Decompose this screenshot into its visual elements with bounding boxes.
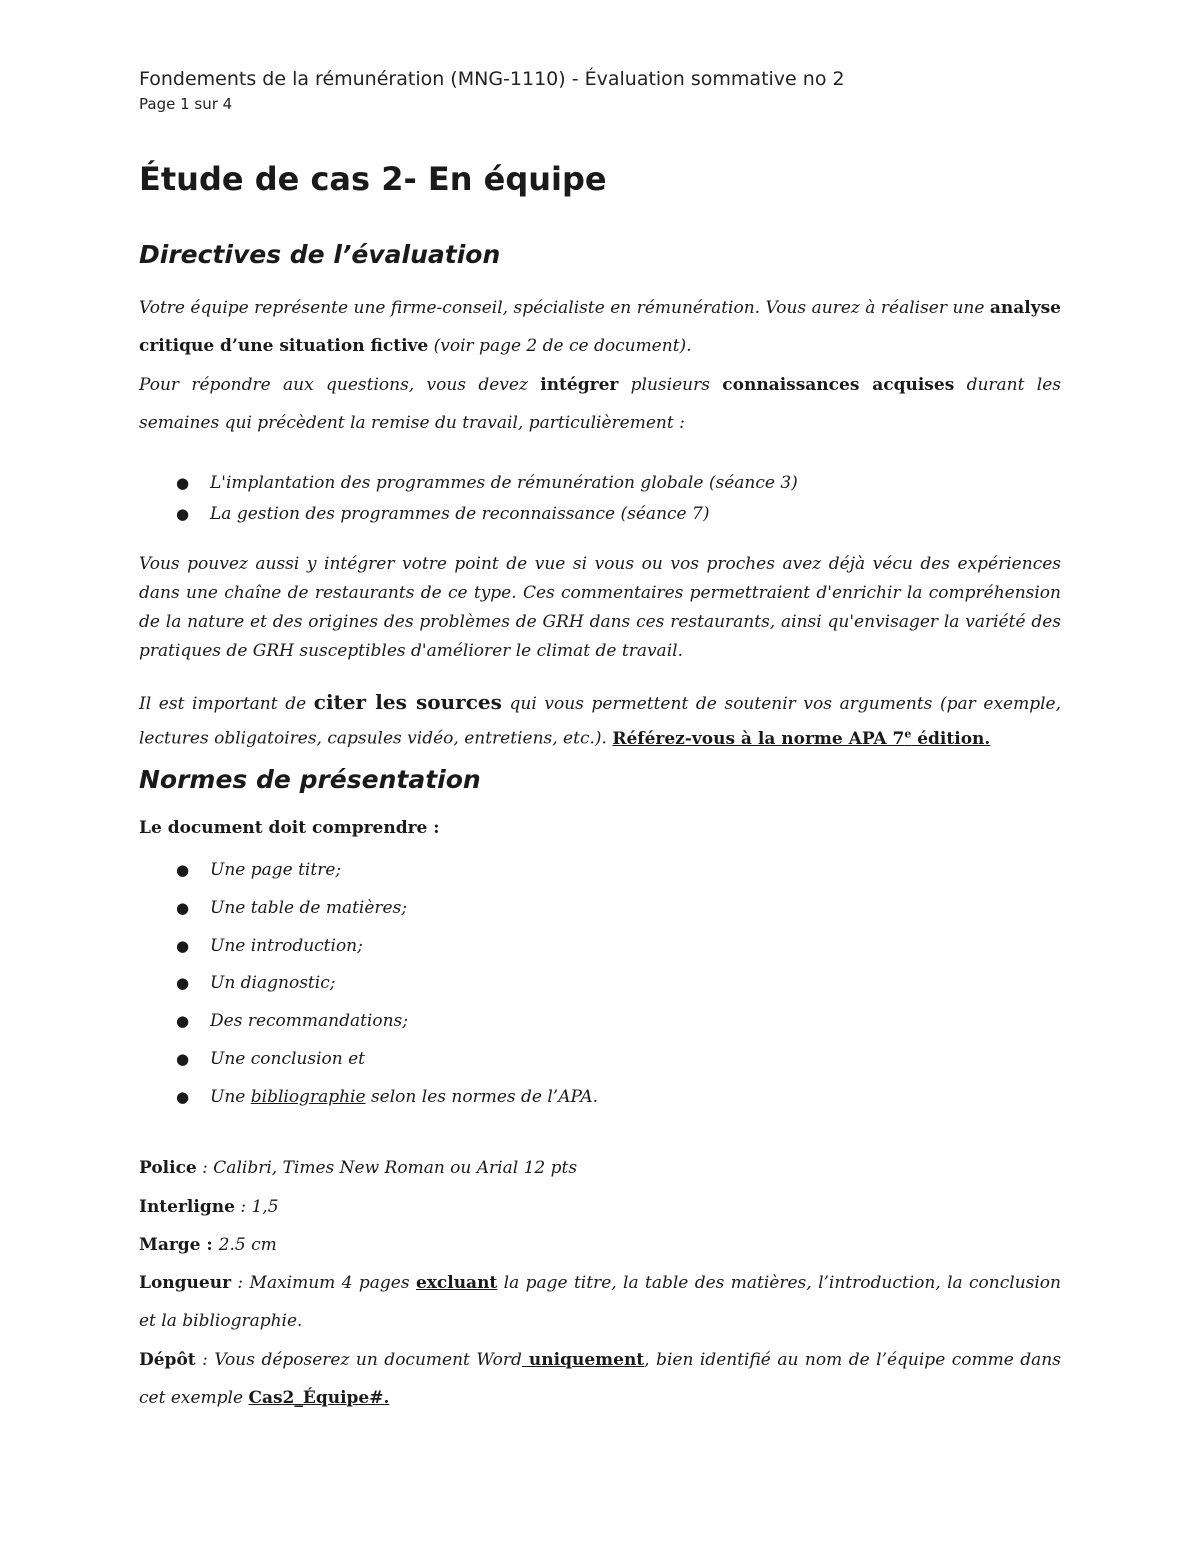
bullet-icon: ●: [176, 861, 190, 879]
seance-list: [139, 468, 798, 530]
longueur-paragraph: Longueur : Maximum 4 pages excluant la page titre, la table des matières, l’introduction, la conclusion et la bibliographie.: [139, 1273, 1061, 1331]
list-item: ● Une introduction;: [139, 928, 598, 966]
bullet-icon: ●: [176, 898, 190, 917]
list-item: ● Une table de matières;: [139, 890, 598, 928]
directives-paragraph-1: Votre équipe représente une firme-conseil, spécialiste en rémunération. Vous aurez à réaliser une analyse critique d’une situation fictive (voir page 2 de ce document).: [139, 298, 1061, 356]
normes-intro: Le document doit comprendre :: [139, 818, 440, 838]
list-item: ● Une conclusion et: [139, 1041, 598, 1079]
list-item: ● Un diagnostic;: [139, 965, 598, 1003]
bullet-icon: ●: [176, 474, 190, 492]
bullet-icon: ●: [176, 505, 190, 523]
directives-heading: Directives de l’évaluation: [139, 240, 501, 269]
page-indicator: Page 1 sur 4: [139, 95, 233, 113]
filename-example: Cas2_Équipe#.: [248, 1388, 390, 1408]
interligne-line: Interligne : 1,5: [139, 1197, 279, 1217]
list-item: ● Une page titre;: [139, 852, 598, 890]
directives-paragraph-3: Vous pouvez aussi y intégrer votre point de vue si vous ou vos proches avez déjà vécu des expériences dans une chaîne de restaurants de ce type. Ces commentaires permettraient d'enrichir la compréhension de la nature et des origines des problèmes de GRH dans ces restaurants, ainsi qu'envisager la variété des pratiques de GRH susceptibles d'améliorer le climat de travail.: [139, 554, 1061, 661]
police-line: Police : Calibri, Times New Roman ou Arial 12 pts: [139, 1158, 578, 1178]
list-item: ● L'implantation des programmes de rémunération globale (séance 3): [139, 468, 798, 499]
bullet-icon: ●: [176, 1049, 190, 1068]
list-item: ● Une bibliographie selon les normes de l’APA.: [139, 1079, 598, 1117]
normes-heading: Normes de présentation: [139, 765, 481, 794]
bullet-icon: ●: [176, 1012, 190, 1031]
document-title: Étude de cas 2- En équipe: [139, 160, 607, 198]
directives-paragraph-2: Pour répondre aux questions, vous devez intégrer plusieurs connaissances acquises durant les semaines qui précèdent la remise du travail, particulièrement :: [139, 375, 1061, 433]
apa-reference-link[interactable]: Référez-vous à la norme APA 7e édition.: [612, 727, 991, 749]
requirements-list: [139, 852, 598, 1117]
bibliographie-link[interactable]: bibliographie: [250, 1086, 366, 1107]
directives-paragraph-4: Il est important de citer les sources qui vous permettent de soutenir vos arguments (par exemple, lectures obligatoires, capsules vidéo, entretiens, etc.). Référez-vous à la norme APA 7e édition.: [139, 690, 1062, 749]
bullet-icon: ●: [176, 1087, 190, 1106]
list-item: ● Des recommandations;: [139, 1003, 598, 1041]
bullet-icon: ●: [176, 936, 190, 955]
course-header: Fondements de la rémunération (MNG-1110) - Évaluation sommative no 2: [139, 68, 845, 90]
marge-line: Marge : 2.5 cm: [139, 1235, 277, 1255]
depot-paragraph: Dépôt : Vous déposerez un document Word uniquement, bien identifié au nom de l’équipe comme dans cet exemple Cas2_Équipe#.: [139, 1350, 1061, 1408]
bullet-icon: ●: [176, 974, 190, 993]
list-item: ● La gestion des programmes de reconnaissance (séance 7): [139, 499, 798, 530]
